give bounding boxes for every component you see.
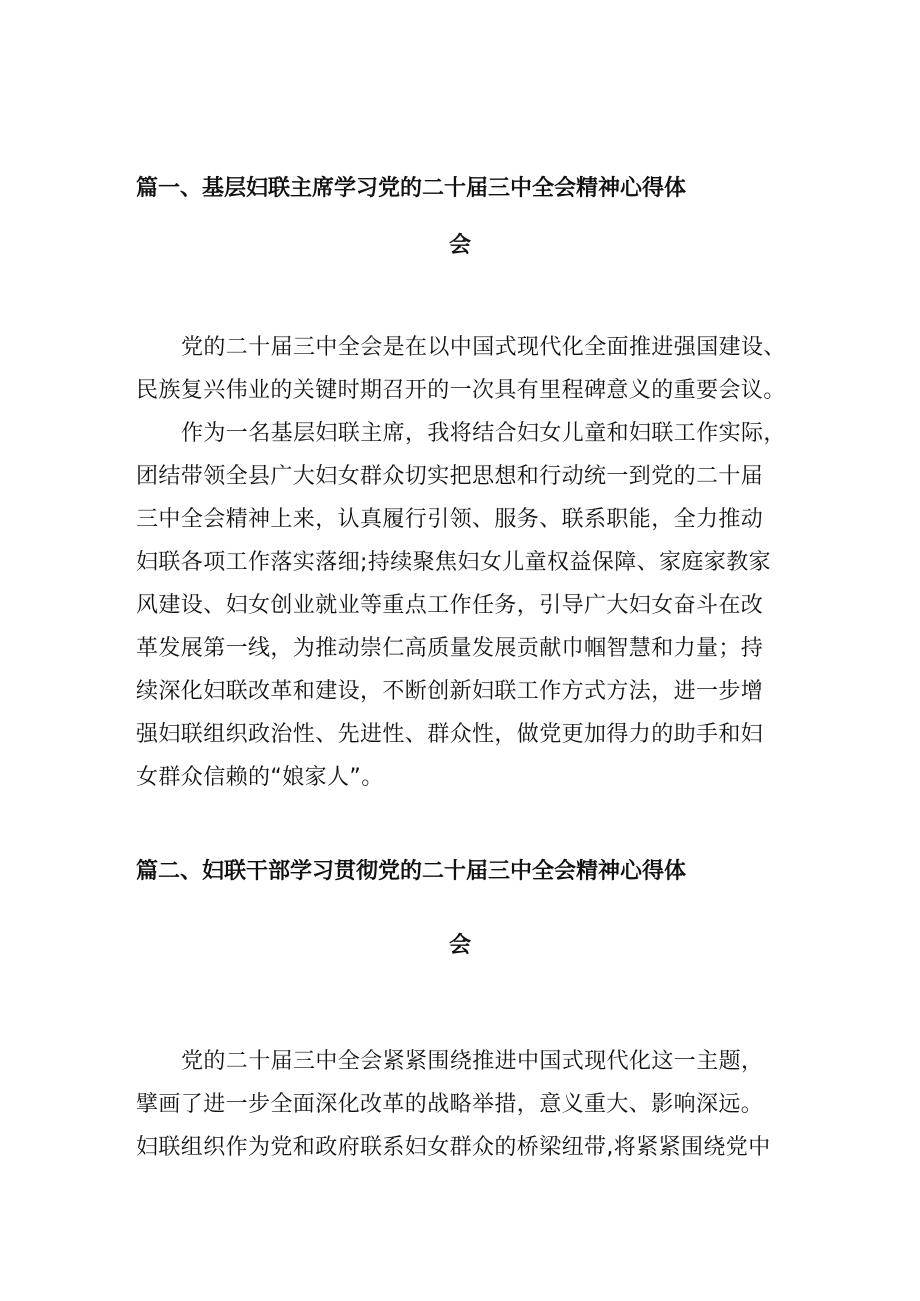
section1-line: 作为一名基层妇联主席，我将结合妇女儿童和妇联工作实际， [181, 421, 786, 446]
section1-title: 篇一、基层妇联主席学习党的二十届三中全会精神心得体 [136, 176, 687, 201]
section1-line: 三中全会精神上来，认真履行引领、服务、联系职能，全力推动 [136, 507, 764, 532]
section1-line: 民族复兴伟业的关键时期召开的一次具有里程碑意义的重要会议。 [136, 378, 786, 403]
section1-line: 续深化妇联改革和建设，不断创新妇联工作方式方法，进一步增 [136, 679, 764, 704]
section1-line: 团结带领全县广大妇女群众切实把思想和行动统一到党的二十届 [136, 464, 764, 489]
section1-line: 党的二十届三中全会是在以中国式现代化全面推进强国建设、 [181, 335, 786, 360]
section1-line: 风建设、妇女创业就业等重点工作任务，引导广大妇女奋斗在改 [136, 593, 764, 618]
section2-line: 妇联组织作为党和政府联系妇女群众的桥梁纽带,将紧紧围绕党中 [136, 1135, 771, 1160]
section1-title-tail: 会 [448, 233, 471, 258]
section2-line: 擘画了进一步全面深化改革的战略举措，意义重大、影响深远。 [136, 1092, 764, 1117]
section2-title-tail: 会 [448, 933, 471, 958]
section1-line: 妇联各项工作落实落细;持续聚焦妇女儿童权益保障、家庭家教家 [136, 550, 772, 575]
section1-line: 女群众信赖的“娘家人”。 [136, 765, 384, 790]
section1-line: 强妇联组织政治性、先进性、群众性，做党更加得力的助手和妇 [136, 722, 764, 747]
section2-line: 党的二十届三中全会紧紧围绕推进中国式现代化这一主题， [181, 1049, 764, 1074]
section1-line: 革发展第一线，为推动崇仁高质量发展贡献巾帼智慧和力量；持 [136, 636, 764, 661]
section2-title: 篇二、妇联干部学习贯彻党的二十届三中全会精神心得体 [136, 859, 687, 884]
